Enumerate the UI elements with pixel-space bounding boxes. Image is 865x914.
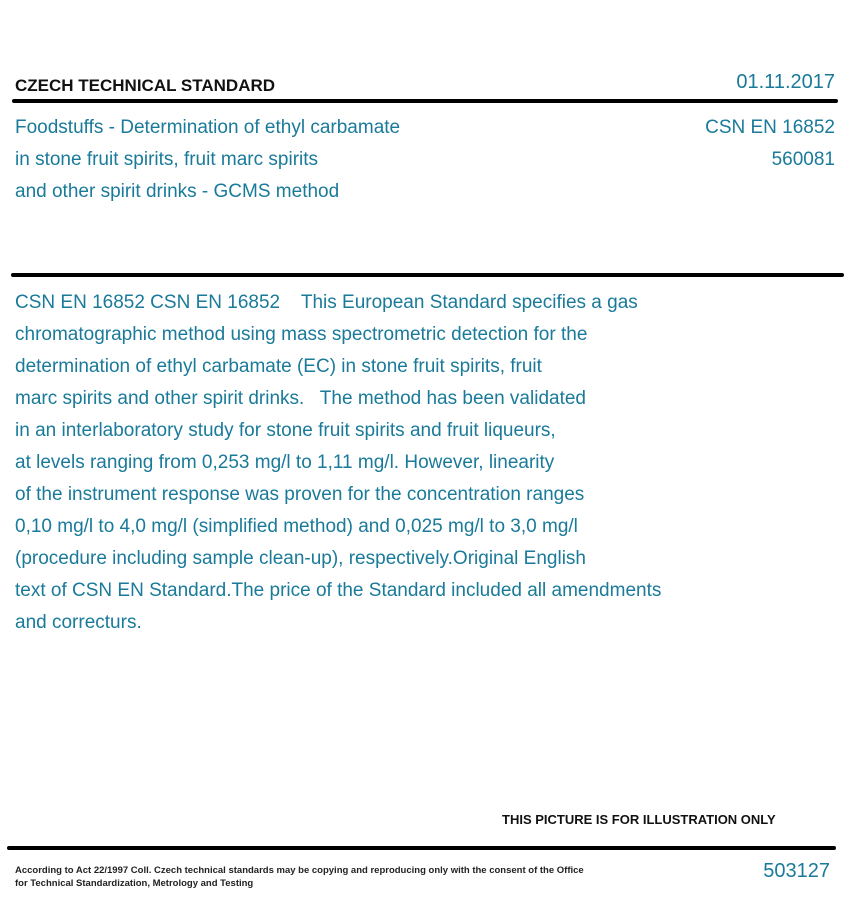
title-line: Foodstuffs - Determination of ethyl carbamate	[15, 117, 401, 138]
abstract-line: text of CSN EN Standard.The price of the Standard included all amendments	[15, 580, 662, 601]
footnote-line: for Technical Standardization, Metrology and Testing	[15, 878, 254, 889]
abstract-line: CSN EN 16852 CSN EN 16852 This European Standard specifies a gas	[15, 292, 638, 313]
footnote-line: According to Act 22/1997 Coll. Czech technical standards may be copying and reproducing only with the consent of the Office	[15, 865, 584, 876]
illustration-note: THIS PICTURE IS FOR ILLUSTRATION ONLY	[502, 812, 776, 827]
abstract-line: chromatographic method using mass spectrometric detection for the	[15, 324, 588, 345]
publication-date: 01.11.2017	[736, 71, 835, 93]
page-number: 503127	[763, 860, 830, 882]
abstract-line: at levels ranging from 0,253 mg/l to 1,11 mg/l. However, linearity	[15, 452, 555, 473]
footer-rule	[7, 846, 836, 850]
title-line: and other spirit drinks - GCMS method	[15, 181, 340, 202]
abstract-line: in an interlaboratory study for stone fruit spirits and fruit liqueurs,	[15, 420, 556, 441]
section-rule	[11, 273, 844, 277]
abstract-line: 0,10 mg/l to 4,0 mg/l (simplified method) and 0,025 mg/l to 3,0 mg/l	[15, 516, 578, 537]
header-rule	[12, 99, 838, 103]
abstract-line: marc spirits and other spirit drinks. The method has been validated	[15, 388, 586, 409]
abstract-line: and correcturs.	[15, 612, 142, 633]
standard-label: CZECH TECHNICAL STANDARD	[15, 76, 276, 95]
title-line: in stone fruit spirits, fruit marc spirits	[15, 149, 319, 170]
abstract-line: (procedure including sample clean-up), respectively.Original English	[15, 548, 586, 569]
class-number: 560081	[771, 149, 835, 170]
standard-number: CSN EN 16852	[705, 117, 835, 138]
legal-footnote	[15, 864, 584, 890]
abstract-line: determination of ethyl carbamate (EC) in stone fruit spirits, fruit	[15, 356, 542, 377]
abstract-text	[15, 287, 775, 639]
abstract-line: of the instrument response was proven for the concentration ranges	[15, 484, 585, 505]
